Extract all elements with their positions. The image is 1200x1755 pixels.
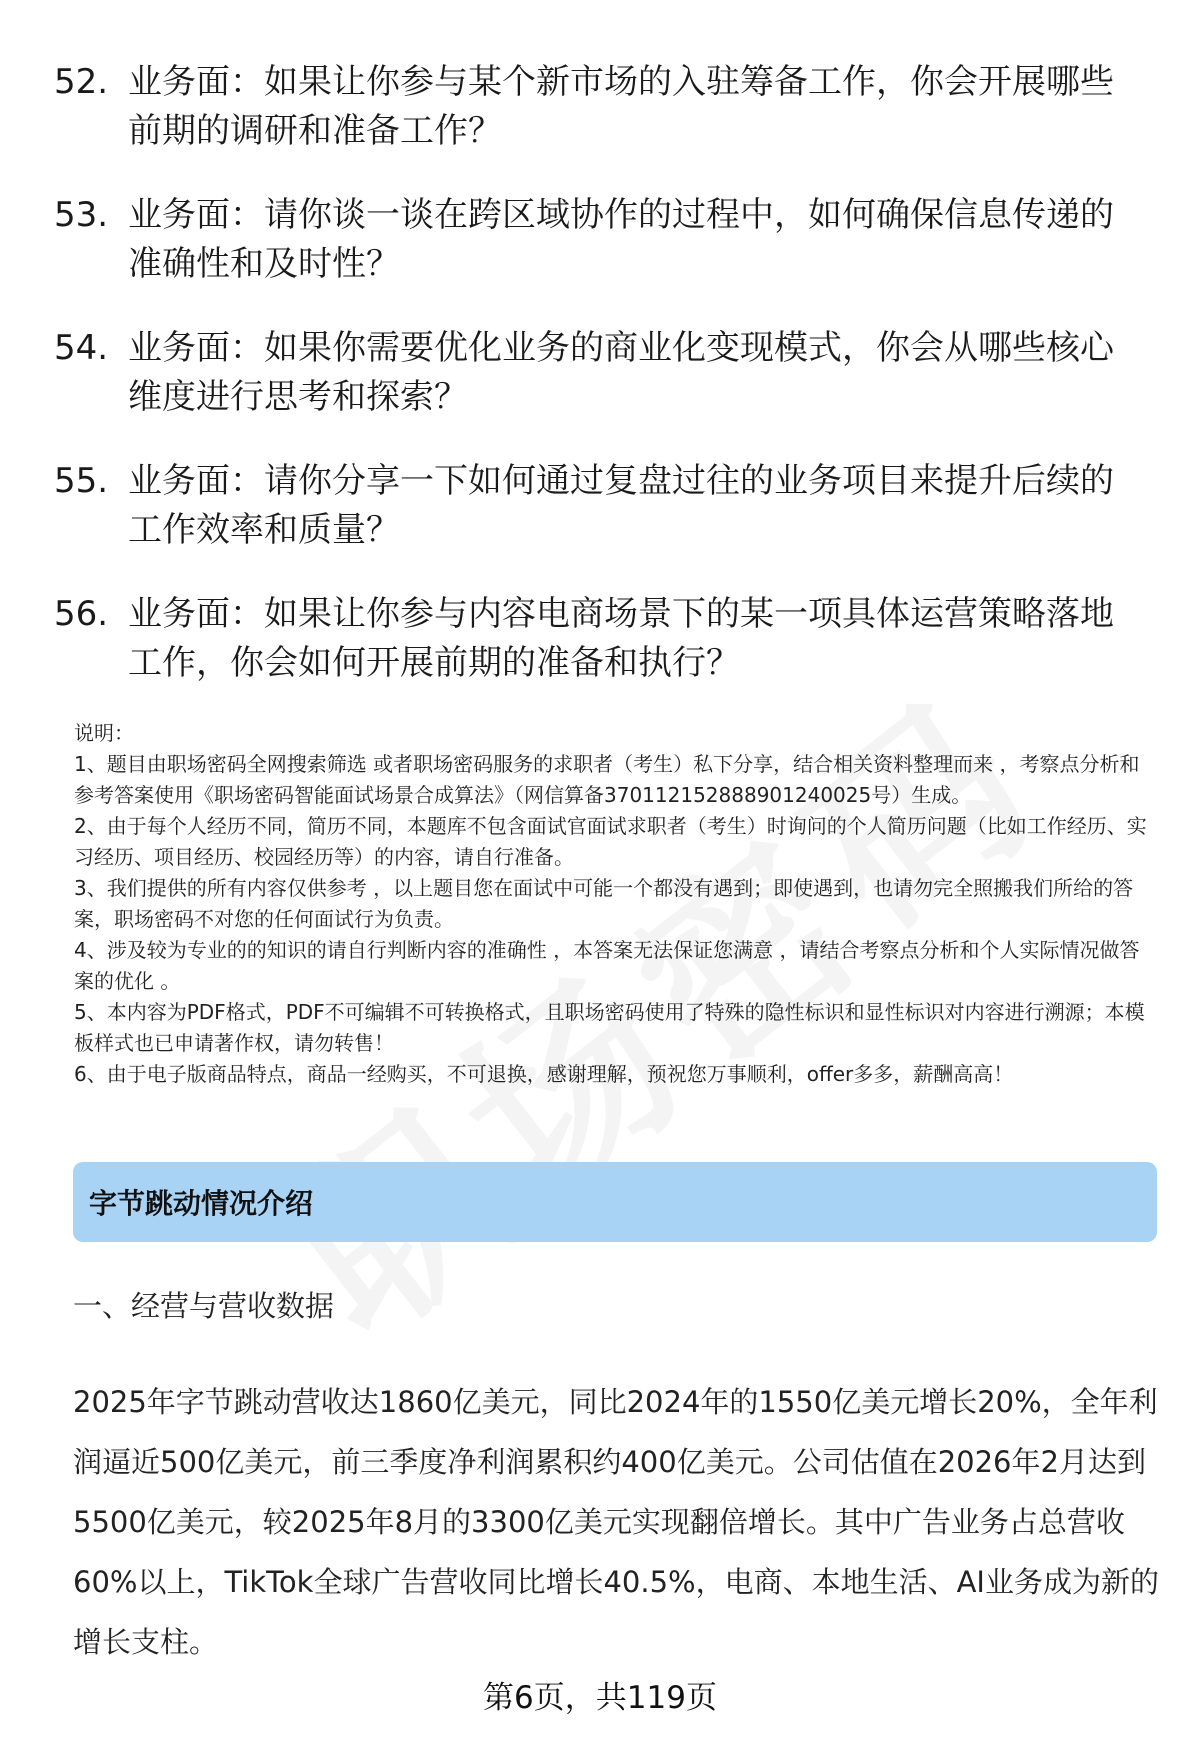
- note-item: 5、本内容为PDF格式，PDF不可编辑不可转换格式，且职场密码使用了特殊的隐性标识和显性标识对内容进行溯源；本模板样式也已申请著作权，请勿转售！: [74, 1000, 1145, 1055]
- note-item: 1、题目由职场密码全网搜索筛选 或者职场密码服务的求职者（考生）私下分享，结合相关资料整理而来 ，考察点分析和参考答案使用《职场密码智能面试场景合成算法》（网信算备370112152888901240025号）生成。: [74, 752, 1140, 807]
- question-item: [54, 590, 1154, 688]
- question-list: [54, 58, 1154, 723]
- question-number: 53.: [54, 195, 109, 235]
- question-number: 56.: [54, 594, 109, 634]
- question-text: 业务面：请你分享一下如何通过复盘过往的业务项目来提升后续的工作效率和质量？: [128, 461, 1114, 550]
- question-number: 52.: [54, 62, 109, 102]
- question-text: 业务面：如果让你参与内容电商场景下的某一项具体运营策略落地工作，你会如何开展前期的准备和执行？: [128, 594, 1114, 683]
- note-item: 6、由于电子版商品特点，商品一经购买，不可退换，感谢理解，预祝您万事顺利，offer多多，薪酬高高！: [74, 1062, 1014, 1086]
- question-number: 55.: [54, 461, 109, 501]
- question-text: 业务面：如果你需要优化业务的商业化变现模式，你会从哪些核心维度进行思考和探索？: [128, 328, 1114, 417]
- section-body: 2025年字节跳动营收达1860亿美元，同比2024年的1550亿美元增长20%，全年利润逼近500亿美元，前三季度净利润累积约400亿美元。公司估值在2026年2月达到5500亿美元，较2025年8月的3300亿美元实现翻倍增长。其中广告业务占总营收60%以上，TikTok全球广告营收同比增长40.5%，电商、本地生活、AI业务成为新的增长支柱。: [73, 1385, 1159, 1659]
- section-heading: 一、经营与营收数据: [73, 1289, 335, 1323]
- note-item: 2、由于每个人经历不同，简历不同，本题库不包含面试官面试求职者（考生）时询问的个人简历问题（比如工作经历、实习经历、项目经历、校园经历等）的内容，请自行准备。: [74, 814, 1147, 869]
- note-item: 4、涉及较为专业的的知识的请自行判断内容的准确性 ，本答案无法保证您满意 ，请结合考察点分析和个人实际情况做答案的优化 。: [74, 938, 1140, 993]
- question-text: 业务面：请你谈一谈在跨区域协作的过程中，如何确保信息传递的准确性和及时性？: [128, 195, 1114, 284]
- question-item: [54, 191, 1154, 289]
- question-item: [54, 457, 1154, 555]
- question-text: 业务面：如果让你参与某个新市场的入驻筹备工作，你会开展哪些前期的调研和准备工作？: [128, 62, 1114, 151]
- banner-title: 字节跳动情况介绍: [89, 1187, 314, 1220]
- notes-block: [74, 718, 1154, 1090]
- question-number: 54.: [54, 328, 109, 368]
- notes-heading: 说明：: [74, 721, 134, 745]
- section-banner: [73, 1162, 1157, 1242]
- question-item: [54, 58, 1154, 156]
- note-item: 3、我们提供的所有内容仅供参考 ，以上题目您在面试中可能一个都没有遇到；即使遇到，也请勿完全照搬我们所给的答案，职场密码不对您的任何面试行为负责。: [74, 876, 1134, 931]
- question-item: [54, 324, 1154, 422]
- page-number: 第6页，共119页: [483, 1680, 717, 1716]
